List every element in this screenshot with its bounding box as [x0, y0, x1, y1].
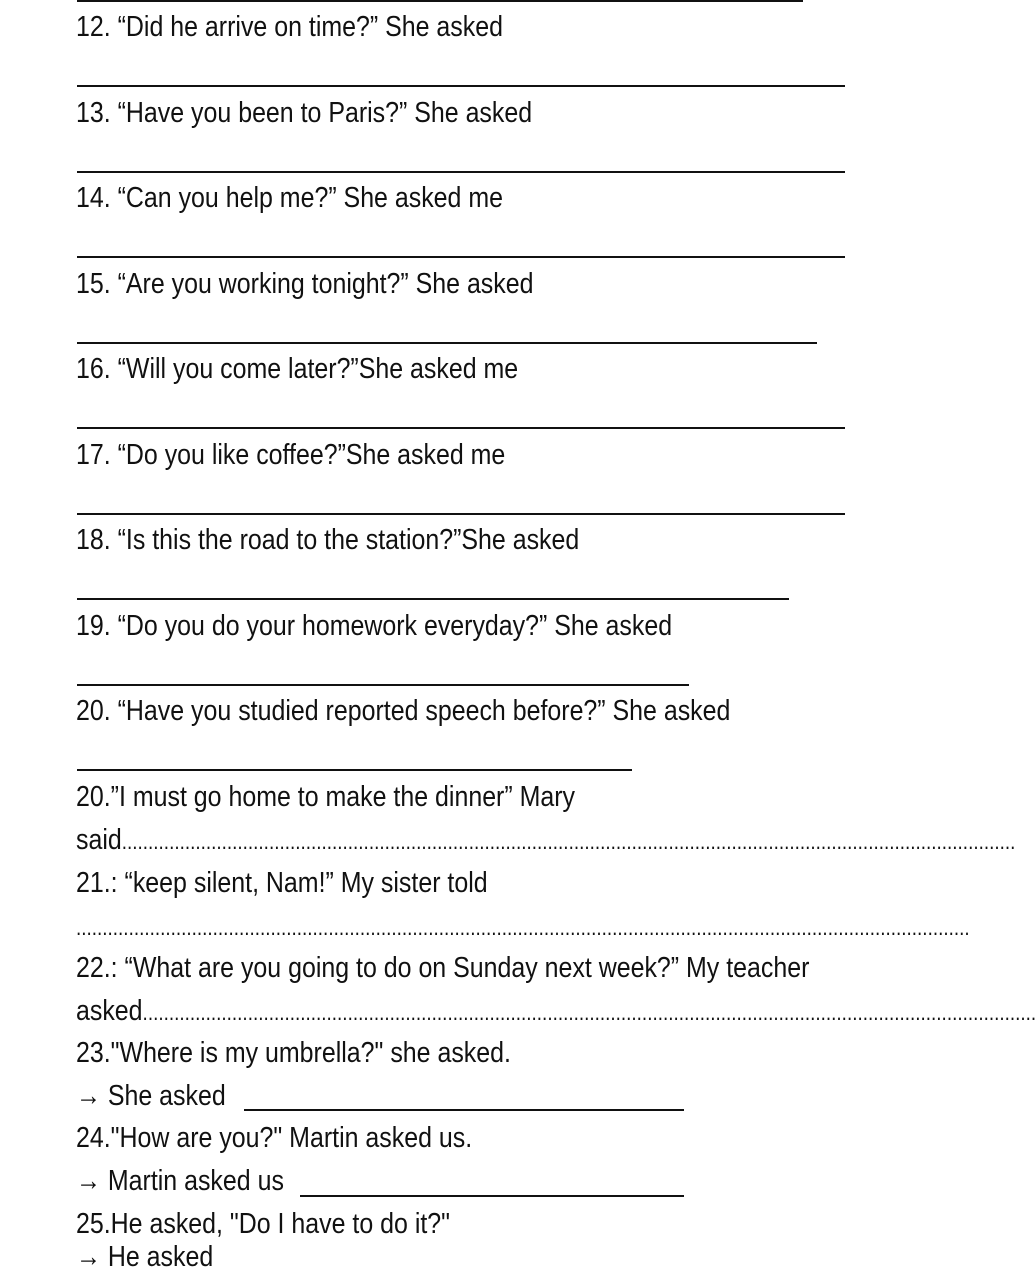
exercise-12: 12. “Did he arrive on time?” She asked [76, 11, 503, 43]
exercise-22: 22.: “What are you going to do on Sunday next week?” My teacher [76, 952, 810, 984]
answer-line-15[interactable] [77, 342, 817, 344]
answer-line-17[interactable] [77, 513, 845, 515]
exercise-23-answer: → She asked [76, 1080, 226, 1112]
answer-dots[interactable]: .......................................................................................................................................................................... [76, 915, 970, 940]
exercise-25: 25.He asked, "Do I have to do it?" [76, 1208, 451, 1240]
answer-line-14[interactable] [77, 256, 845, 258]
answer-line-13[interactable] [77, 171, 845, 173]
continuation-text: said [76, 824, 122, 856]
exercise-23: 23."Where is my umbrella?" she asked. [76, 1037, 511, 1069]
exercise-20b-answer [76, 823, 1016, 859]
answer-line-19[interactable] [77, 684, 689, 686]
exercise-21: 21.: “keep silent, Nam!” My sister told [76, 867, 488, 899]
answer-line-18[interactable] [77, 598, 789, 600]
answer-line-16[interactable] [77, 427, 845, 429]
exercise-21-answer [76, 909, 970, 945]
answer-dots[interactable]: .......................................................................................................................................................................... [142, 1000, 1036, 1025]
exercise-16: 16. “Will you come later?”She asked me [76, 353, 519, 385]
answer-dots[interactable]: .......................................................................................................................................................................... [121, 829, 1016, 854]
answer-line-12[interactable] [77, 85, 845, 87]
exercise-20b: 20.”I must go home to make the dinner” Mary [76, 781, 576, 813]
exercise-24-answer: → Martin asked us [76, 1165, 284, 1197]
exercise-25-answer: → He asked [76, 1241, 214, 1273]
exercise-13: 13. “Have you been to Paris?” She asked [76, 97, 533, 129]
exercise-20: 20. “Have you studied reported speech before?” She asked [76, 695, 731, 727]
exercise-22-answer [76, 994, 1036, 1030]
continuation-text: asked [76, 995, 143, 1027]
exercise-18: 18. “Is this the road to the station?”She asked [76, 524, 580, 556]
answer-line-23[interactable] [244, 1109, 684, 1111]
answer-line-20[interactable] [77, 769, 632, 771]
answer-line-24[interactable] [300, 1195, 684, 1197]
answer-line[interactable] [77, 0, 803, 2]
exercise-19: 19. “Do you do your homework everyday?” She asked [76, 610, 673, 642]
exercise-14: 14. “Can you help me?” She asked me [76, 182, 503, 214]
exercise-24: 24."How are you?" Martin asked us. [76, 1122, 473, 1154]
exercise-17: 17. “Do you like coffee?”She asked me [76, 439, 506, 471]
exercise-15: 15. “Are you working tonight?” She asked [76, 268, 534, 300]
